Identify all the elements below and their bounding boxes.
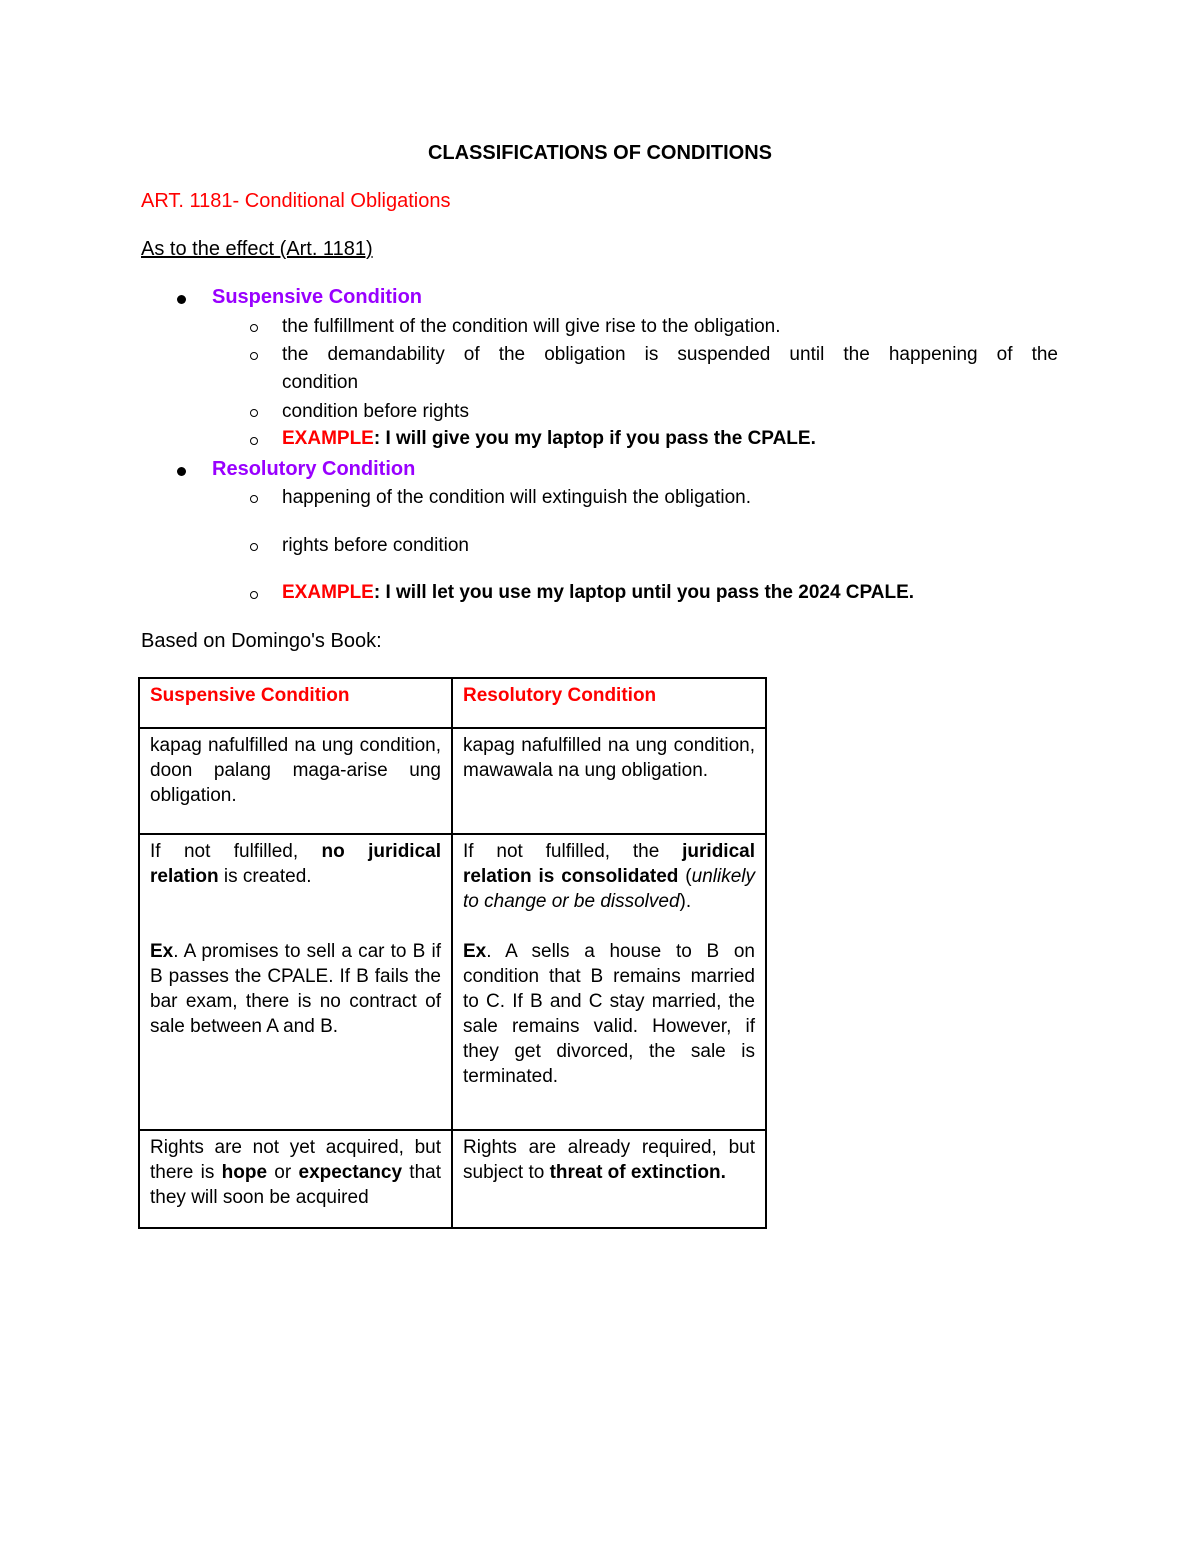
cell-text-bold: threat of extinction. xyxy=(549,1162,726,1183)
example-label: EXAMPLE xyxy=(282,582,374,603)
example-label: Ex xyxy=(463,941,487,962)
example-label: Ex xyxy=(150,941,174,962)
bullet-icon xyxy=(177,467,186,476)
example-label: EXAMPLE xyxy=(282,428,374,449)
suspensive-label: Suspensive Condition xyxy=(212,286,423,308)
cell-text: Rights are not yet acquired, but there is xyxy=(150,1137,441,1183)
sub-bullet-icon xyxy=(250,324,258,332)
suspensive-item-continued: condition xyxy=(282,372,359,393)
bullet-icon xyxy=(177,295,186,304)
cell-text: If not fulfilled, xyxy=(150,841,322,862)
cell-text: that they will soon be acquired xyxy=(150,1162,441,1208)
sub-bullet-icon xyxy=(250,409,258,417)
table-cell: kapag nafulfilled na ung condition, mawawala na ung obligation. xyxy=(452,728,766,834)
example-text: . A promises to sell a car to B if B passes the CPALE. If B fails the bar exam, there is no contract of sale between A and B. xyxy=(150,941,441,1037)
cell-text: is created. xyxy=(218,866,312,887)
suspensive-example xyxy=(282,428,816,450)
comparison-table xyxy=(138,677,767,1229)
table-cell xyxy=(139,1130,452,1228)
table-header-row xyxy=(139,678,766,728)
cell-text-bold: expectancy xyxy=(298,1162,403,1183)
suspensive-item: the fulfillment of the condition will give rise to the obligation. xyxy=(282,316,781,337)
cell-text: If not fulfilled, the xyxy=(463,841,683,862)
sub-bullet-icon xyxy=(250,352,258,360)
suspensive-item: the demandability of the obligation is suspended until the happening of the xyxy=(282,344,1058,365)
cell-text: Rights are already required, but subject to xyxy=(463,1137,755,1183)
effect-heading: As to the effect (Art. 1181) xyxy=(141,238,373,260)
table-row xyxy=(139,1130,766,1228)
article-heading: ART. 1181- Conditional Obligations xyxy=(141,190,451,212)
example-text: . A sells a house to B on condition that B remains married to C. If B and C stay married, the sale remains valid. However, if they get divorced, the sale is terminated. xyxy=(463,941,755,1087)
cell-text-bold: hope xyxy=(221,1162,268,1183)
sub-bullet-icon xyxy=(250,495,258,503)
resolutory-item: happening of the condition will extinguish the obligation. xyxy=(282,487,751,508)
table-row xyxy=(139,834,766,1130)
resolutory-item: rights before condition xyxy=(282,535,469,556)
example-text: : I will let you use my laptop until you pass the 2024 CPALE. xyxy=(373,582,915,603)
cell-text: ). xyxy=(679,891,692,912)
table-header-resolutory: Resolutory Condition xyxy=(463,685,657,706)
sub-bullet-icon xyxy=(250,437,258,445)
cell-text: ( xyxy=(678,866,692,887)
table-header-cell xyxy=(139,678,452,728)
cell-text: or xyxy=(267,1162,299,1183)
suspensive-item: condition before rights xyxy=(282,401,469,422)
sub-bullet-icon xyxy=(250,543,258,551)
resolutory-label: Resolutory Condition xyxy=(212,458,416,480)
cell-text-bold: no juridical relation xyxy=(150,841,441,887)
cell-text-italic: unlikely to change or be dissolved xyxy=(463,866,756,912)
cell-text-bold: juridical relation is consolidated xyxy=(463,841,755,887)
table-cell xyxy=(452,1130,766,1228)
table-header-suspensive: Suspensive Condition xyxy=(150,685,350,706)
table-header-cell xyxy=(452,678,766,728)
sub-bullet-icon xyxy=(250,591,258,599)
example-text: : I will give you my laptop if you pass the CPALE. xyxy=(373,428,816,449)
document-title: CLASSIFICATIONS OF CONDITIONS xyxy=(427,142,773,164)
table-cell xyxy=(139,834,452,1130)
based-on-note: Based on Domingo's Book: xyxy=(141,630,382,652)
table-cell: kapag nafulfilled na ung condition, doon palang maga-arise ung obligation. xyxy=(139,728,452,834)
resolutory-example xyxy=(282,582,914,604)
table-cell xyxy=(452,834,766,1130)
table-row xyxy=(139,728,766,834)
